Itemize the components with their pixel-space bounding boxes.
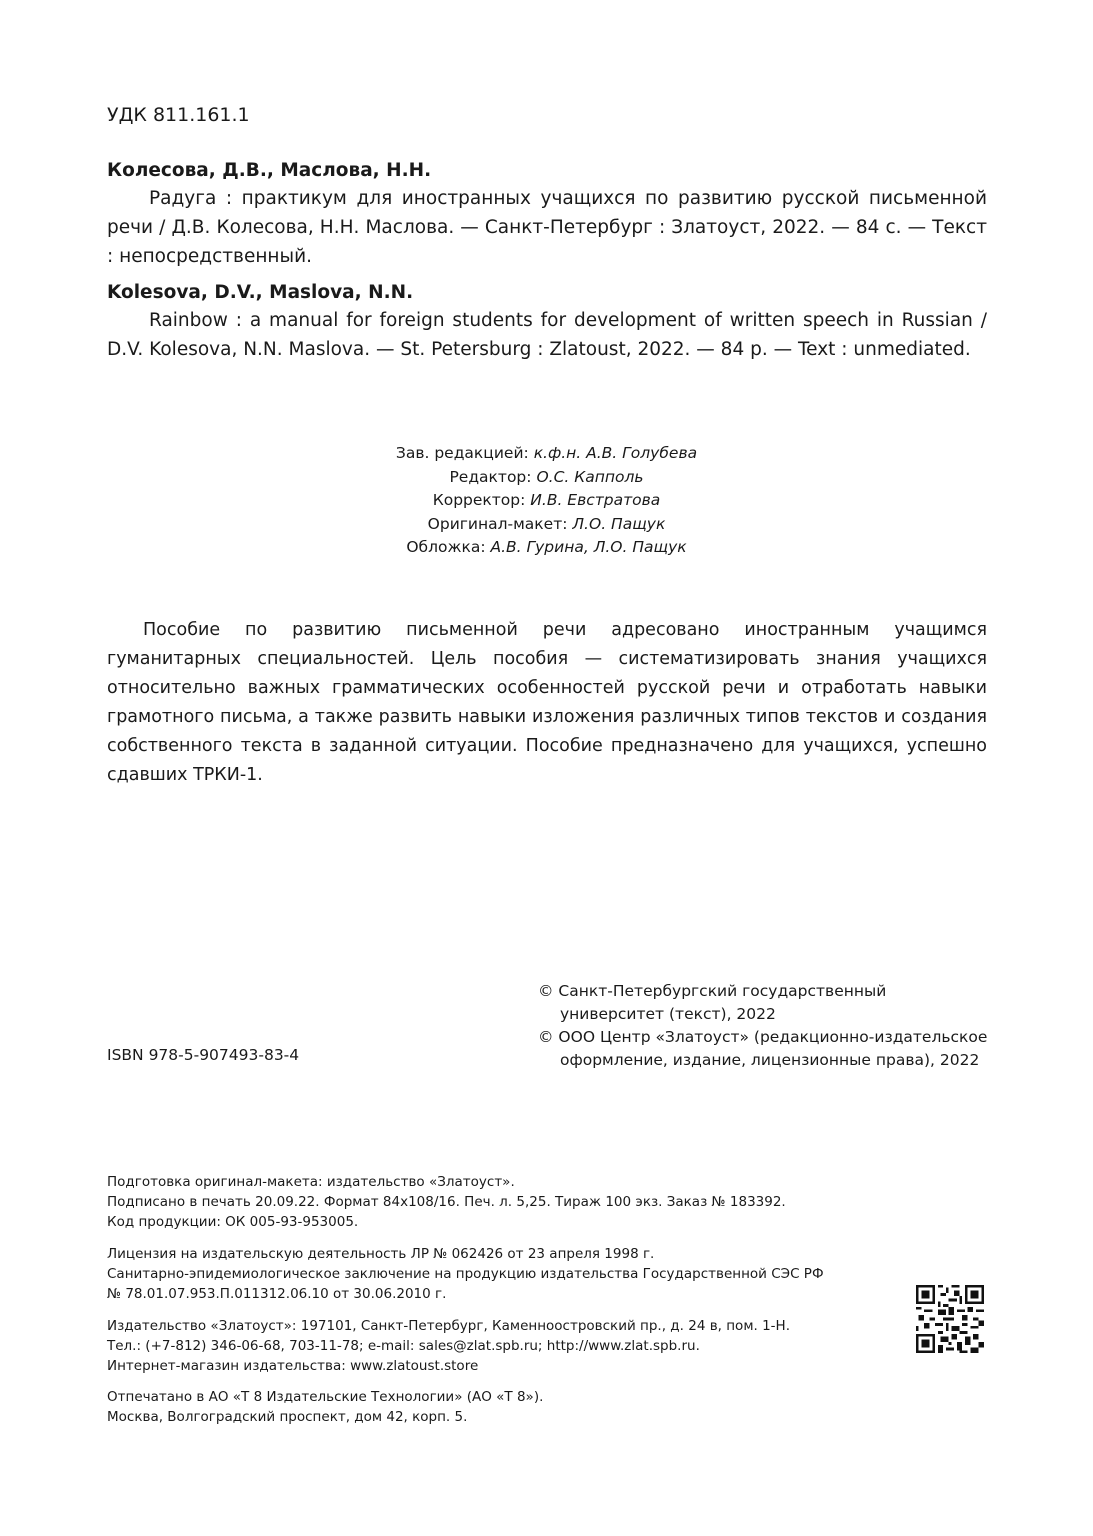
credit-line	[300, 513, 793, 537]
imprint-line: Подготовка оригинал-макета: издательство «Златоуст».	[107, 1174, 515, 1190]
imprint-block-printer	[107, 1387, 867, 1427]
imprint-block-license	[107, 1244, 867, 1304]
copyright-line: © Санкт-Петербургский государственный университет (текст), 2022	[538, 982, 887, 1023]
imprint-block-publisher	[107, 1316, 867, 1376]
credit-line	[300, 466, 793, 490]
credit-role: Обложка:	[406, 538, 486, 556]
credit-name: А.В. Гурина, Л.О. Пащук	[490, 538, 687, 556]
imprint-line: № 78.01.07.953.П.011312.06.10 от 30.06.2010 г.	[107, 1286, 447, 1302]
copyright-line: © ООО Центр «Златоуст» (редакционно-издательское оформление, издание, лицензионные права), 2022	[538, 1028, 988, 1069]
credit-name: И.В. Евстратова	[530, 491, 661, 509]
credit-role: Оригинал-макет:	[427, 514, 568, 533]
credit-role: Редактор:	[449, 467, 532, 486]
copyright-block	[538, 980, 988, 1072]
credit-line	[300, 489, 793, 513]
credits-block	[300, 442, 793, 560]
credit-line	[300, 442, 793, 466]
imprint-line: Издательство «Златоуст»: 197101, Санкт-Петербург, Каменноостровский пр., д. 24 в, пом. 1-Н.	[107, 1318, 790, 1334]
qr-code-icon	[916, 1285, 984, 1353]
imprint-line: Санитарно-эпидемиологическое заключение на продукцию издательства Государственной СЭС РФ	[107, 1266, 824, 1282]
credit-line	[300, 536, 793, 560]
imprint-line: Подписано в печать 20.09.22. Формат 84x108/16. Печ. л. 5,25. Тираж 100 экз. Заказ № 183392.	[107, 1194, 786, 1210]
credit-name: О.С. Капполь	[536, 467, 644, 486]
imprint-line: Лицензия на издательскую деятельность ЛР № 062426 от 23 апреля 1998 г.	[107, 1246, 655, 1262]
en-authors: Kolesova, D.V., Maslova, N.N.	[107, 282, 414, 303]
isbn: ISBN 978-5-907493-83-4	[107, 1046, 300, 1064]
imprint-line: Тел.: (+7-812) 346-06-68, 703-11-78; e-mail: sales@zlat.spb.ru; http://www.zlat.spb.ru.	[107, 1338, 700, 1354]
credit-name: Л.О. Пащук	[572, 514, 666, 533]
credit-name: к.ф.н. А.В. Голубева	[533, 444, 698, 462]
udk-code: УДК 811.161.1	[107, 104, 250, 126]
imprint-line: Отпечатано в АО «Т 8 Издательские Технологии» (АО «Т 8»).	[107, 1389, 544, 1405]
abstract-paragraph: Пособие по развитию письменной речи адресовано иностранным учащимся гуманитарных специальностей. Цель пособия — систематизировать знания учащихся относительно важных грамматических особенностей русской речи и отработать навыки грамотного письма, а также развить навыки изложения различных типов текстов и создания собственного текста в заданной ситуации. Пособие предназначено для учащихся, успешно сдавших ТРКИ-1.	[107, 620, 987, 785]
imprint-line: Интернет-магазин издательства: www.zlatoust.store	[107, 1358, 479, 1374]
credit-role: Корректор:	[432, 491, 526, 509]
credit-role: Зав. редакцией:	[395, 444, 529, 462]
imprint-block-prepress	[107, 1172, 867, 1232]
ru-description: Радуга : практикум для иностранных учащихся по развитию русской письменной речи / Д.В. Колесова, Н.Н. Маслова. — Санкт-Петербург : Златоуст, 2022. — 84 с. — Текст : непосредственный.	[107, 188, 987, 267]
imprint-line: Код продукции: ОК 005-93-953005.	[107, 1214, 359, 1230]
ru-authors: Колесова, Д.В., Маслова, Н.Н.	[107, 160, 432, 181]
en-description: Rainbow : a manual for foreign students for development of written speech in Russian / D.V. Kolesova, N.N. Maslova. — St. Petersburg : Zlatoust, 2022. — 84 p. — Text : unmediated.	[107, 310, 987, 360]
imprint-line: Москва, Волгоградский проспект, дом 42, корп. 5.	[107, 1409, 468, 1425]
